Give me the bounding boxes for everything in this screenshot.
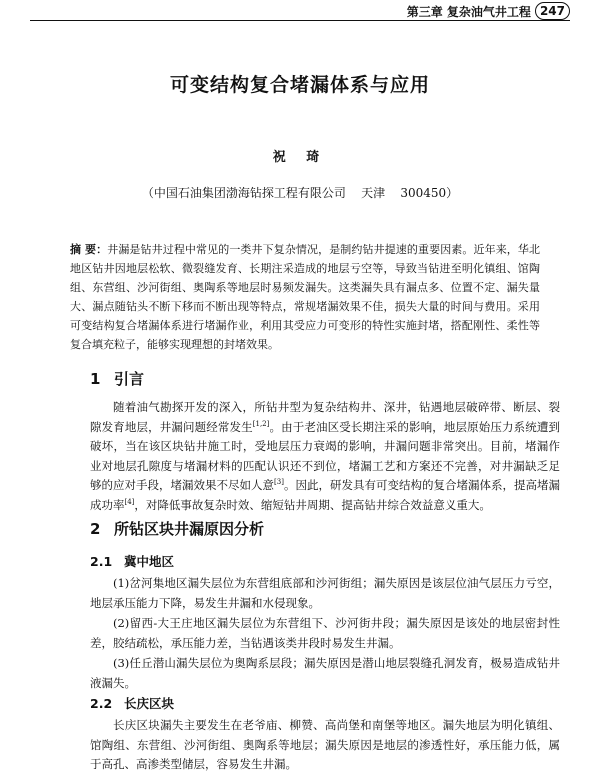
intro-text-part: 。因此，研发具有可变结构的复合堵漏体系，提高堵漏成功率: [90, 478, 560, 512]
citation-ref: [1,2]: [252, 419, 270, 428]
paragraph-2-1-item-1: (1)岔河集地区漏失层位为东营组底部和沙河街组；漏失原因是该层位油气层压力亏空，地层承压能力下降，易发生井漏和水侵现象。: [90, 576, 560, 610]
subsection-title: 冀中地区: [124, 554, 175, 569]
abstract-label: 摘 要：: [70, 243, 108, 256]
header-rule: [30, 20, 570, 21]
section-number: 1: [90, 370, 101, 388]
paragraph-2-2: 长庆区块漏失主要发生在老爷庙、柳赞、高尚堡和南堡等地区。漏失地层为明化镇组、馆陶组、东营组、沙河街组、奥陶系等地层；漏失原因是地层的渗透性好，承压能力低，属于高孔、高渗类型储层，容易发生井漏。: [90, 718, 560, 772]
intro-paragraph: [90, 398, 560, 516]
paragraph-2-1-item-2: (2)留西-大王庄地区漏失层位为东营组下、沙河街井段；漏失原因是该处的地层密封性差，胶结疏松，承压能力差，当钻遇该类井段时易发生井漏。: [90, 616, 560, 650]
author-name: 祝 琦: [272, 150, 328, 165]
author-affiliation: （中国石油集团渤海钻探工程有限公司 天津 300450）: [141, 186, 459, 200]
intro-text-part: 随着油气勘探开发的深入，所钻井型为复杂结构井、深井，钻遇地层破碎带、断层、裂隙发育地层，井漏问题经常发生: [90, 400, 560, 434]
section-heading-2: [90, 518, 264, 539]
paper-title: 可变结构复合堵漏体系与应用: [169, 74, 430, 96]
paragraph-2-1-item-3: (3)任丘潜山漏失层位为奥陶系层段；漏失原因是潜山地层裂缝孔洞发育，极易造成钻井液漏失。: [90, 656, 560, 690]
section-title: 所钻区块井漏原因分析: [114, 520, 265, 538]
section-title: 引言: [114, 370, 145, 388]
subsection-number: 2.1: [90, 554, 113, 569]
citation-ref: [3]: [274, 478, 284, 487]
subsection-number: 2.2: [90, 696, 113, 711]
intro-text-part: ，对降低事故复杂时效、缩短钻井周期、提高钻井综合效益意义重大。: [134, 497, 491, 512]
citation-ref: [4]: [124, 498, 135, 507]
section-heading-1: [90, 368, 144, 389]
abstract: [70, 240, 540, 354]
subsection-title: 长庆区块: [124, 696, 175, 711]
abstract-text: 井漏是钻井过程中常见的一类井下复杂情况，是制约钻井提速的重要因素。近年来，华北地区钻井因地层松软、微裂缝发育、长期注采造成的地层亏空等，导致当钻进至明化镇组、馆陶组、东营组、沙河街组、奥陶系等地层时易频发漏失。这类漏失具有漏点多、位置不定、漏失量大、漏点随钻头不断下移而不断出现等特点，常规堵漏效果不佳，损失大量的时间与费用。采用可变结构复合堵漏体系进行堵漏作业，利用其受应力可变形的特性实施封堵，搭配刚性、柔性等复合填充粒子，能够实现理想的封堵效果。: [70, 243, 540, 351]
page-number: 247: [535, 2, 570, 20]
subsection-heading-2-2: [90, 694, 174, 712]
section-number: 2: [90, 520, 101, 538]
running-head: [407, 2, 570, 20]
subsection-heading-2-1: [90, 552, 174, 570]
intro-text-part: 。由于老油区受长期注采的影响，地层原始压力系统遭到破坏，当在该区块钻井施工时，受地层压力衰竭的影响，井漏问题非常突出。目前，堵漏作业对地层孔隙度与堵漏材料的匹配认识还不到位，堵漏工艺和方案还不完善，对井漏缺乏足够的应对手段，堵漏效果不尽如人意: [90, 419, 561, 493]
running-title: 第三章 复杂油气井工程: [406, 4, 531, 19]
